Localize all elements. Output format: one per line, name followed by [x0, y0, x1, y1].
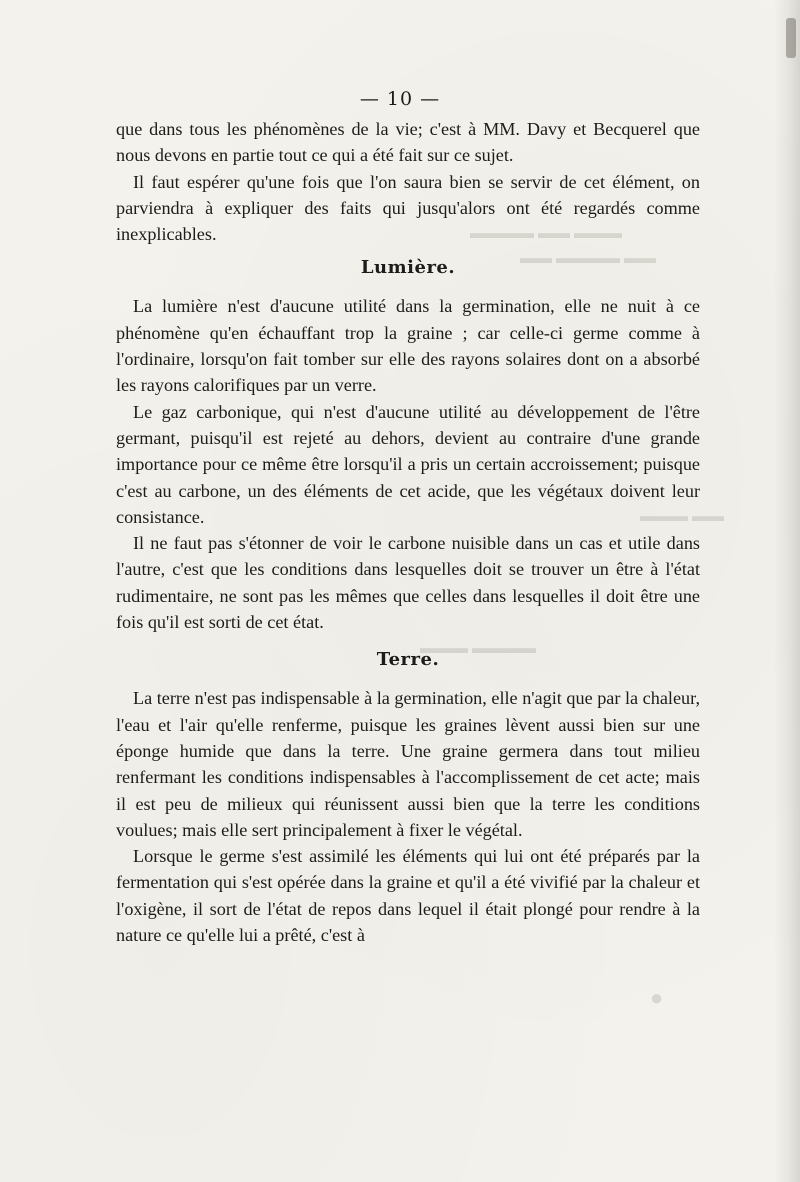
paragraph-intro-1: que dans tous les phénomènes de la vie; c'est à MM. Davy et Becquerel que nous devons en partie tout ce qui a été fait sur ce sujet.	[116, 119, 700, 166]
paragraph-lumiere-1: La lumière n'est d'aucune utilité dans la germination, elle ne nuit à ce phénomène qu'en échauffant trop la graine ; car celle-ci germe comme à l'ordinaire, lorsqu'on fait tomber sur elle des rayons solaires dont on a absorbé les rayons calorifiques par un verre.	[116, 296, 700, 396]
paragraph-intro-2: Il faut espérer qu'une fois que l'on saura bien se servir de cet élément, on parviendra à expliquer des faits qui jusqu'alors ont été regardés comme inexplicables.	[116, 171, 700, 245]
bleed-through-mark: ▬▬▬ ▬▬ ▬▬▬▬	[470, 225, 622, 242]
bleed-through-mark: ●	[650, 985, 664, 1010]
paragraph-terre-2: Lorsque le germe s'est assimilé les éléments qui lui ont été préparés par la fermentation qui s'est opérée dans la graine et qu'il a été vivifié par la chaleur et l'oxigène, il sort de l'état de repos dans lequel il était plongé pour rendre à la nature ce qu'elle lui a prêté, c'est à	[116, 846, 700, 946]
bleed-through-mark: ▬▬ ▬▬▬▬ ▬▬	[520, 250, 656, 267]
page-edge-shadow	[774, 0, 800, 1182]
paragraph-terre-1: La terre n'est pas indispensable à la germination, elle n'agit que par la chaleur, l'eau et l'air qu'elle renferme, puisque les graines lèvent aussi bien sur une éponge humide que dans la terre. Une graine germera dans tout milieu renfermant les conditions indispensables à l'accomplissement de cet acte; mais il est peu de milieux qui réunissent aussi bien que la terre les conditions voulues; mais elle sert principalement à fixer le végétal.	[116, 688, 700, 840]
text-column	[116, 116, 700, 948]
paragraph-lumiere-2: Le gaz carbonique, qui n'est d'aucune utilité au développement de l'être germant, puisqu'il est rejeté au dehors, devient au contraire d'une grande importance pour ce même être lorsqu'il a pris un certain accroissement; puisque c'est au carbone, un des éléments de cet acide, que les végétaux doivent leur consistance.	[116, 401, 700, 527]
paragraph-lumiere-3: Il ne faut pas s'étonner de voir le carbone nuisible dans un cas et utile dans l'autre, c'est que les conditions dans lesquelles doit se trouver un être à l'état rudimentaire, ne sont pas les mêmes que celles dans lesquelles il doit être une fois qu'il est sorti de cet état.	[116, 533, 700, 633]
section-heading-terre: Terre.	[376, 649, 440, 671]
bleed-through-mark: ▬▬ ▬▬▬	[640, 508, 724, 525]
page-number: — 10 —	[359, 88, 441, 110]
section-heading-lumiere: Lumière.	[360, 257, 456, 279]
bleed-through-mark: ▬▬▬▬ ▬▬▬	[420, 640, 536, 657]
page-edge-mark	[786, 18, 796, 58]
